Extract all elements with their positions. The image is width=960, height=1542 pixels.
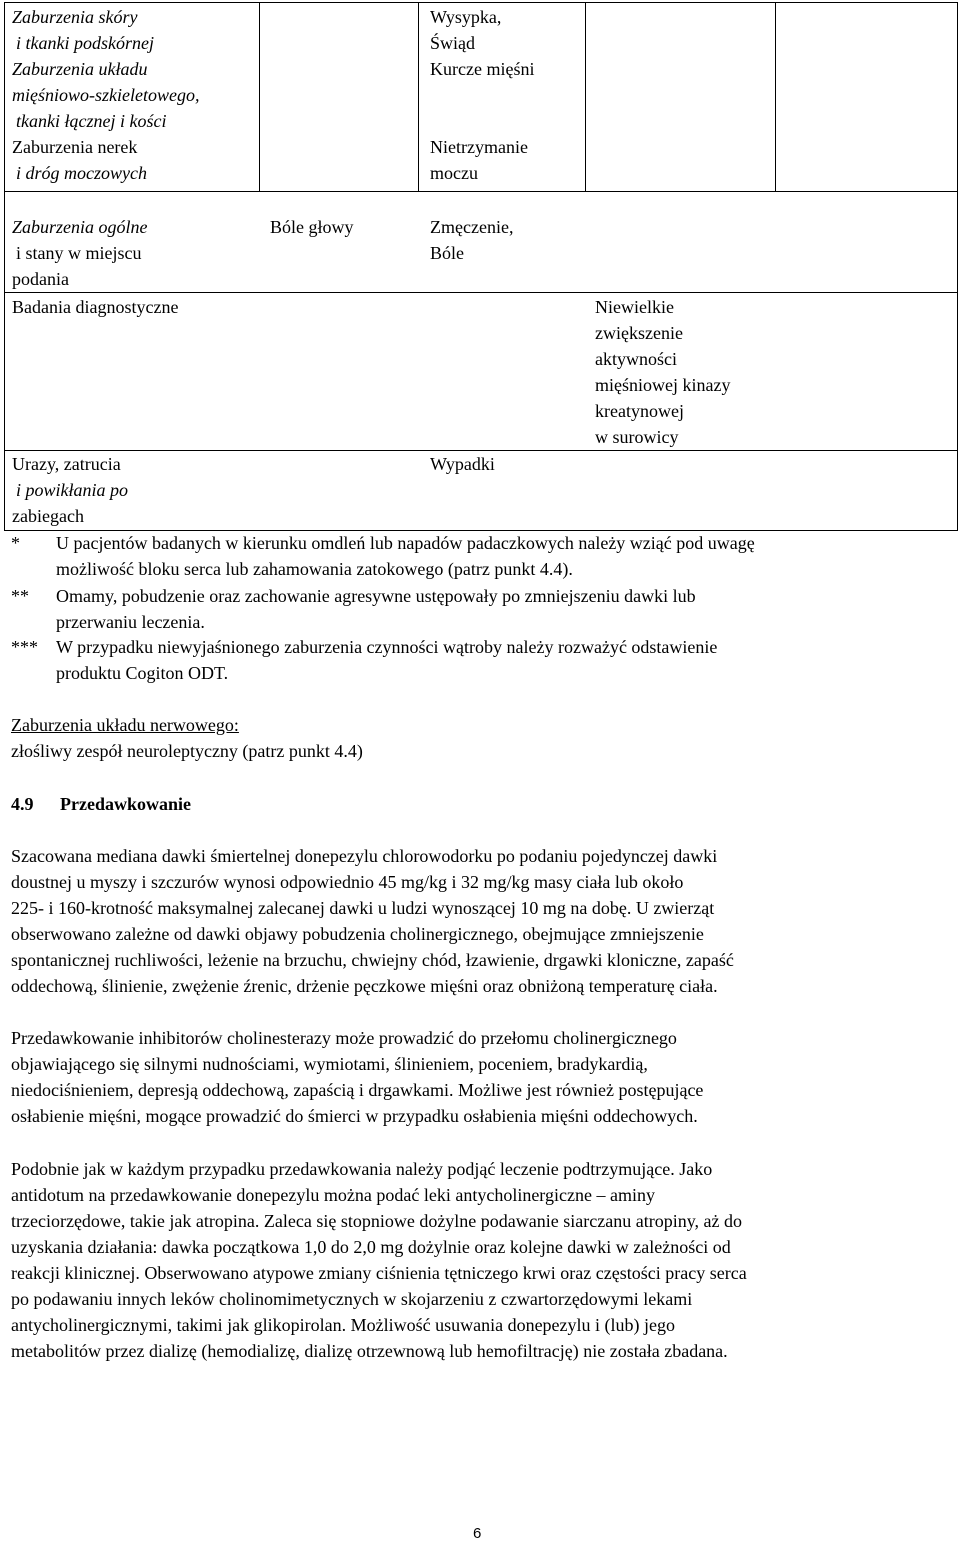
table-border-right <box>957 2 958 531</box>
paragraph-cholinergic-crisis: Przedawkowanie inhibitorów cholinesterazy może prowadzić do przełomu cholinergicznego objawiającego się silnymi nudnościami, wymiotami, ślinieniem, poceniem, bradykardią, niedociśnieniem, depresją oddechową, zapaścią i drgawkami. Możliwe jest również postępujące osłabienie mięśni, mogące prowadzić do śmierci w przypadku osłabienia mięśni oddechowych. <box>11 1028 704 1126</box>
table-col-divider <box>585 2 586 192</box>
table-cell-investigations-reactions: Niewielkie zwiększenie aktywności mięśniowej kinazy kreatynowej w surowicy <box>595 297 731 447</box>
table-cell-injury-reactions: Wypadki <box>430 454 495 474</box>
paragraph-lethal-dose: Szacowana mediana dawki śmiertelnej donepezylu chlorowodorku po podaniu pojedynczej dawki doustnej u myszy i szczurów wynosi odpowiednio 45 mg/kg i 32 mg/kg masy ciała lub około 225- i 160-krotność maksymalnej zalecanej dawki u ludzi wynoszącej 10 mg na dobę. U zwierząt obserwowano zależne od dawki objawy pobudzenia cholinergicznego, obejmujące zmniejszenie spontanicznej ruchliwości, leżenie na brzuchu, chwiejny chód, łzawienie, drgawki kloniczne, zapaść oddechową, ślinienie, zwężenie źrenic, drżenie pęczkowe mięśni oraz obniżoną temperaturę ciała. <box>11 846 734 996</box>
table-col-divider <box>418 2 419 192</box>
footnote-text: Omamy, pobudzenie oraz zachowanie agresywne ustępowały po zmniejszeniu dawki lub przerwaniu leczenia. <box>56 586 696 632</box>
nervous-system-heading: Zaburzenia układu nerwowego: <box>11 715 239 735</box>
table-soc-investigations: Badania diagnostyczne <box>12 297 179 317</box>
page-number: 6 <box>473 1525 482 1542</box>
section-number: 4.9 <box>11 794 34 814</box>
table-cell-skin-reactions: Wysypka, Świąd <box>430 7 502 53</box>
paragraph-treatment: Podobnie jak w każdym przypadku przedawkowania należy podjąć leczenie podtrzymujące. Jako antidotum na przedawkowanie donepezylu można podać leki antycholinergiczne – aminy trzeciorzędowe, takie jak atropina. Zaleca się stopniowe dożylne podawanie siarczanu atropiny, aż do uzyskania działania: dawka początkowa 1,0 do 2,0 mg dożylnie oraz kolejne dawki w zależności od reakcji klinicznej. Obserwowano atypowe zmiany ciśnienia tętniczego krwi oraz częstości pracy serca po podawaniu innych leków cholinomimetycznych w skojarzeniu z czwartorzędowymi lekami antycholinergicznymi, takimi jak glikopirolan. Możliwość usuwania donepezylu i (lub) jego metabolitów przez dializę (hemodializę, dializę otrzewnową lub hemofiltrację) nie została zbadana. <box>11 1159 747 1361</box>
footnote-text: W przypadku niewyjaśnionego zaburzenia czynności wątroby należy rozważyć odstawienie produktu Cogiton ODT. <box>56 637 718 683</box>
table-border-top <box>4 2 958 3</box>
table-row-divider <box>4 292 958 293</box>
table-col-divider <box>775 2 776 192</box>
table-soc-general: Zaburzenia ogólne i stany w miejscu podania <box>12 217 148 289</box>
table-cell-musculoskeletal-reactions: Kurcze mięśni <box>430 59 535 79</box>
table-border-left <box>4 2 5 531</box>
nervous-system-note <box>11 712 951 764</box>
table-soc-skin: Zaburzenia skóry i tkanki podskórnej <box>12 7 154 53</box>
section-title: Przedawkowanie <box>60 794 191 814</box>
footnote-mark: ** <box>11 586 29 606</box>
footnote-text: U pacjentów badanych w kierunku omdleń lub napadów padaczkowych należy wziąć pod uwagę możliwość bloku serca lub zahamowania zatokowego (patrz punkt 4.4). <box>56 533 755 579</box>
footnote-mark: *** <box>11 637 38 657</box>
table-row-divider <box>4 191 958 192</box>
table-soc-renal: Zaburzenia nerek i dróg moczowych <box>12 137 147 183</box>
table-soc-injury: Urazy, zatrucia i powikłania po zabiegach <box>12 454 128 526</box>
table-cell-general-reactions: Zmęczenie, Bóle <box>430 217 514 263</box>
nervous-system-text: złośliwy zespół neuroleptyczny (patrz punkt 4.4) <box>11 741 363 761</box>
table-col-divider <box>259 2 260 192</box>
table-cell-renal-reactions: Nietrzymanie moczu <box>430 137 528 183</box>
table-cell-general-common: Bóle głowy <box>270 217 354 237</box>
section-heading <box>11 791 191 817</box>
table-soc-musculoskeletal: Zaburzenia układu mięśniowo-szkieletowego, tkanki łącznej i kości <box>12 59 200 131</box>
footnote-mark: * <box>11 533 20 553</box>
